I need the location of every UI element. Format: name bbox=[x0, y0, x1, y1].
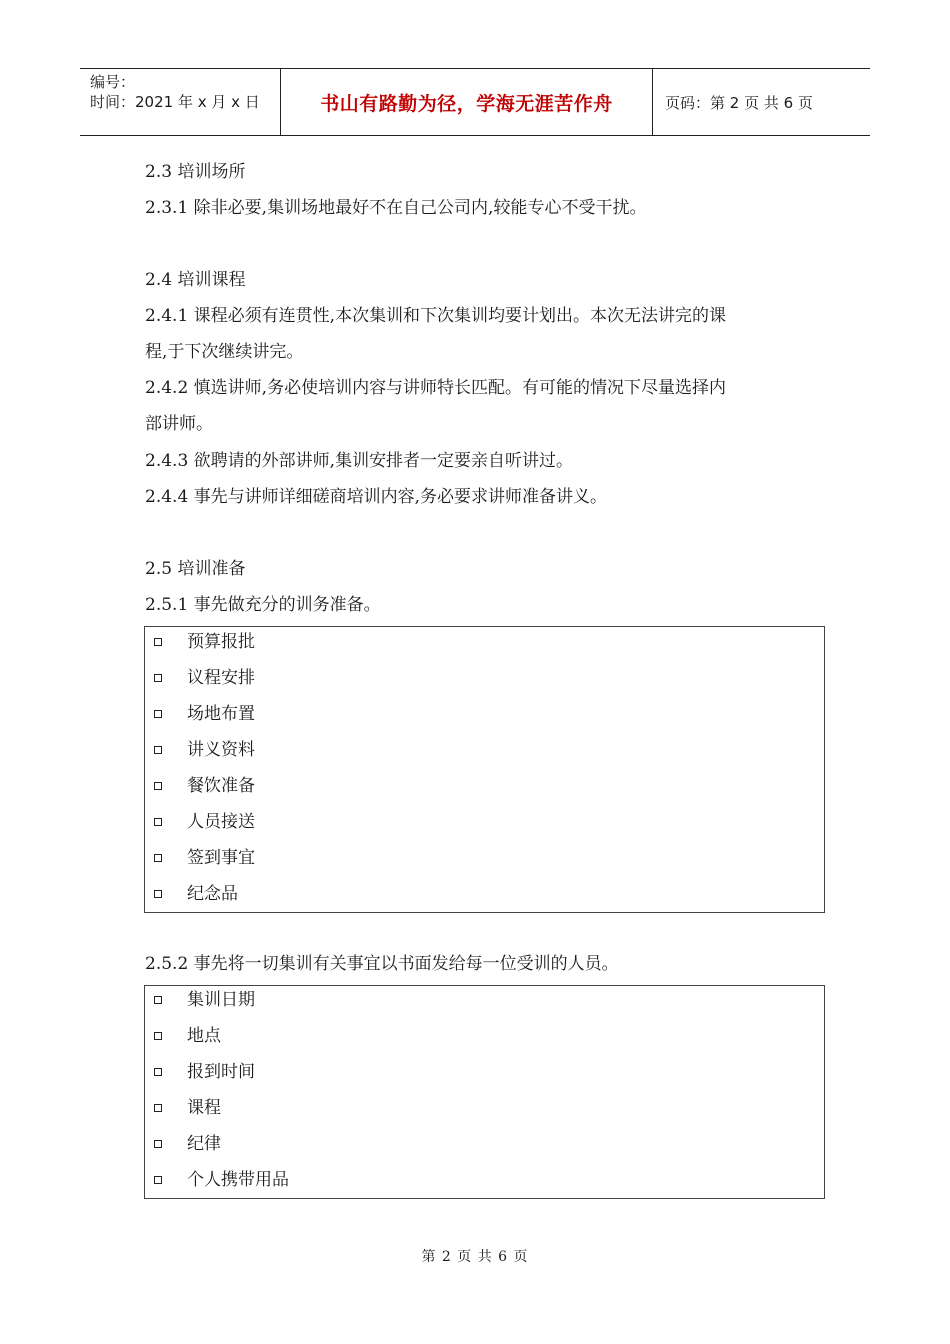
section-2-4-1-line1: 2.4.1 课程必须有连贯性,本次集训和下次集训均要计划出。本次无法讲完的课 bbox=[145, 306, 727, 326]
checklist-item-label: 签到事宜 bbox=[187, 848, 255, 868]
checklist-item-label: 议程安排 bbox=[187, 668, 255, 688]
header-motto: 书山有路勤为径，学海无涯苦作舟 bbox=[320, 92, 613, 115]
section-2-4-2-line2: 部讲师。 bbox=[145, 414, 213, 434]
document-number-label: 编号： bbox=[90, 73, 136, 91]
checklist-item bbox=[145, 774, 824, 798]
section-2-3-title: 2.3 培训场所 bbox=[145, 162, 246, 182]
page-header bbox=[80, 68, 870, 136]
header-meta-cell bbox=[80, 69, 281, 135]
document-date-label: 时间：2021 年 x 月 x 日 bbox=[90, 93, 260, 111]
checklist-item bbox=[145, 882, 824, 906]
checklist-item-label: 讲义资料 bbox=[187, 740, 255, 760]
checkbox-square-icon bbox=[154, 996, 162, 1004]
section-2-5-2: 2.5.2 事先将一切集训有关事宜以书面发给每一位受训的人员。 bbox=[145, 954, 619, 974]
checklist-item-label: 预算报批 bbox=[187, 632, 255, 652]
checklist-item bbox=[145, 810, 824, 834]
checkbox-square-icon bbox=[154, 1032, 162, 1040]
checklist-item-label: 地点 bbox=[187, 1026, 221, 1046]
checklist-item bbox=[145, 846, 824, 870]
checkbox-square-icon bbox=[154, 818, 162, 826]
checklist-item bbox=[145, 1024, 824, 1048]
checklist-item-label: 餐饮准备 bbox=[187, 776, 255, 796]
checklist-item bbox=[145, 1060, 824, 1084]
checkbox-square-icon bbox=[154, 710, 162, 718]
section-2-3-1: 2.3.1 除非必要,集训场地最好不在自己公司内,较能专心不受干扰。 bbox=[145, 198, 647, 218]
section-2-4-1-line2: 程,于下次继续讲完。 bbox=[145, 342, 304, 362]
checklist-item bbox=[145, 738, 824, 762]
checklist-item bbox=[145, 1168, 824, 1192]
checklist-item-label: 纪律 bbox=[187, 1134, 221, 1154]
section-2-4-4: 2.4.4 事先与讲师详细磋商培训内容,务必要求讲师准备讲义。 bbox=[145, 487, 608, 507]
checklist-item-label: 课程 bbox=[187, 1098, 221, 1118]
checklist-item bbox=[145, 1132, 824, 1156]
section-2-5-title: 2.5 培训准备 bbox=[145, 559, 246, 579]
checkbox-square-icon bbox=[154, 674, 162, 682]
header-motto-cell bbox=[281, 69, 653, 135]
checkbox-square-icon bbox=[154, 1176, 162, 1184]
preparation-checklist bbox=[144, 626, 825, 913]
notice-checklist bbox=[144, 985, 825, 1199]
checklist-item bbox=[145, 988, 824, 1012]
checkbox-square-icon bbox=[154, 854, 162, 862]
section-2-4-title: 2.4 培训课程 bbox=[145, 270, 246, 290]
checkbox-square-icon bbox=[154, 1068, 162, 1076]
checklist-item-label: 场地布置 bbox=[187, 704, 255, 724]
checklist-item-label: 纪念品 bbox=[187, 884, 238, 904]
checklist-item-label: 报到时间 bbox=[187, 1062, 255, 1082]
checklist-item-label: 人员接送 bbox=[187, 812, 255, 832]
checkbox-square-icon bbox=[154, 638, 162, 646]
checklist-item-label: 集训日期 bbox=[187, 990, 255, 1010]
checkbox-square-icon bbox=[154, 890, 162, 898]
section-2-5-1: 2.5.1 事先做充分的训务准备。 bbox=[145, 595, 381, 615]
section-2-4-2-line1: 2.4.2 慎选讲师,务必使培训内容与讲师特长匹配。有可能的情况下尽量选择内 bbox=[145, 378, 727, 398]
checkbox-square-icon bbox=[154, 1140, 162, 1148]
checklist-item bbox=[145, 666, 824, 690]
checkbox-square-icon bbox=[154, 746, 162, 754]
checklist-item-label: 个人携带用品 bbox=[187, 1170, 289, 1190]
checkbox-square-icon bbox=[154, 782, 162, 790]
header-page-info: 页码：第 2 页 共 6 页 bbox=[665, 93, 813, 112]
checklist-item bbox=[145, 1096, 824, 1120]
checklist-item bbox=[145, 630, 824, 654]
checklist-item bbox=[145, 702, 824, 726]
page-footer: 第 2 页 共 6 页 bbox=[421, 1249, 529, 1265]
checkbox-square-icon bbox=[154, 1104, 162, 1112]
section-2-4-3: 2.4.3 欲聘请的外部讲师,集训安排者一定要亲自听讲过。 bbox=[145, 451, 574, 471]
